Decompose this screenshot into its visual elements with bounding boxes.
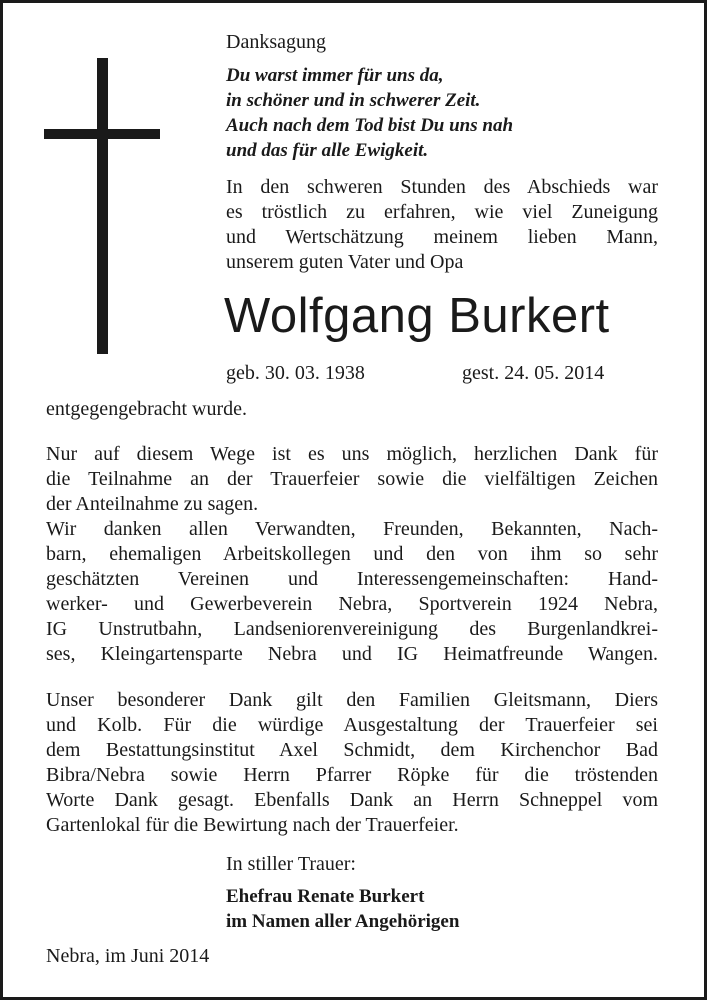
paragraph1-line: ses, Kleingartensparte Nebra und IG Heimatfreunde Wangen. xyxy=(46,643,658,665)
paragraph2-line: Bibra/Nebra sowie Herrn Pfarrer Röpke für die tröstenden xyxy=(46,764,658,786)
deceased-name: Wolfgang Burkert xyxy=(224,289,610,343)
paragraph1-line: geschätzten Vereinen und Interessengemeinschaften: Hand- xyxy=(46,568,658,590)
poem-line: Auch nach dem Tod bist Du uns nah xyxy=(226,115,514,136)
closing-phrase: In stiller Trauer: xyxy=(226,853,356,875)
paragraph2-line: Unser besonderer Dank gilt den Familien Gleitsmann, Diers xyxy=(46,689,658,711)
paragraph2-line: und Kolb. Für die würdige Ausgestaltung der Trauerfeier sei xyxy=(46,714,658,736)
intro-line: es tröstlich zu erfahren, wie viel Zuneigung xyxy=(226,201,658,223)
paragraph1-line: Nur auf diesem Wege ist es uns möglich, herzlichen Dank für xyxy=(46,443,658,465)
signer-line: im Namen aller Angehörigen xyxy=(226,911,460,932)
paragraph1-line: die Teilnahme an der Trauerfeier sowie die vielfältigen Zeichen xyxy=(46,468,658,490)
poem-line: und das für alle Ewigkeit. xyxy=(226,140,429,161)
intro-line: unserem guten Vater und Opa xyxy=(226,251,464,273)
paragraph1-line: werker- und Gewerbeverein Nebra, Sportverein 1924 Nebra, xyxy=(46,593,658,615)
paragraph1-line: Wir danken allen Verwandten, Freunden, Bekannten, Nach- xyxy=(46,518,658,540)
signer-line: Ehefrau Renate Burkert xyxy=(226,886,425,907)
poem-line: Du warst immer für uns da, xyxy=(226,65,444,86)
poem-line: in schöner und in schwerer Zeit. xyxy=(226,90,481,111)
birth-date: geb. 30. 03. 1938 xyxy=(226,362,365,384)
heading: Danksagung xyxy=(226,31,326,53)
intro-line: In den schweren Stunden des Abschieds war xyxy=(226,176,658,198)
paragraph2-line: Gartenlokal für die Bewirtung nach der Trauerfeier. xyxy=(46,814,459,836)
death-date: gest. 24. 05. 2014 xyxy=(462,362,605,384)
paragraph1-line: der Anteilnahme zu sagen. xyxy=(46,493,259,515)
paragraph2-line: Worte Dank gesagt. Ebenfalls Dank an Herrn Schneppel vom xyxy=(46,789,658,811)
intro-line: und Wertschätzung meinem lieben Mann, xyxy=(226,226,658,248)
place-date: Nebra, im Juni 2014 xyxy=(46,945,210,967)
paragraph1-line: IG Unstrutbahn, Landseniorenvereinigung des Burgenlandkrei- xyxy=(46,618,658,640)
paragraph2-line: dem Bestattungsinstitut Axel Schmidt, dem Kirchenchor Bad xyxy=(46,739,658,761)
after-name-line: entgegengebracht wurde. xyxy=(46,398,248,420)
paragraph1-line: barn, ehemaligen Arbeitskollegen und den von ihm so sehr xyxy=(46,543,658,565)
